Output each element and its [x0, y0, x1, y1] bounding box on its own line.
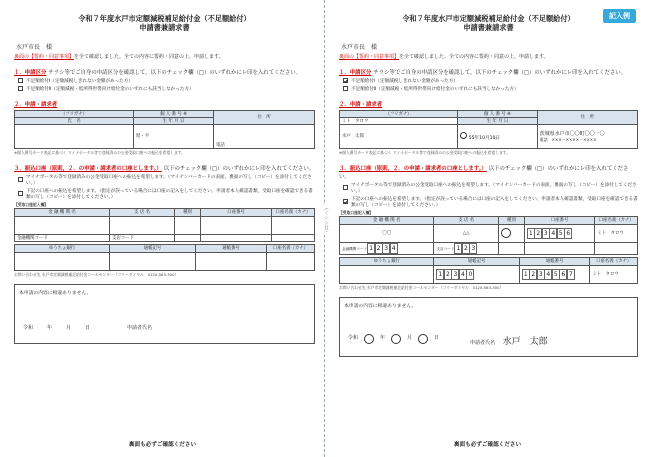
digit-box: 1 [436, 269, 444, 280]
sample-title-line1: 令和７年度水戸市定額減税補足給付金（不足額給付） [402, 14, 575, 23]
section3-heading [14, 164, 315, 172]
call-note: お問い合わせ先 水戸市定額減税補足給付金コールセンター（フリーダイヤル 0120-563-300） [14, 271, 179, 277]
sample-bank-name-label: 金 融 機 関 名 [340, 216, 434, 224]
digit-box: 1 [367, 243, 375, 254]
consult-box [14, 284, 315, 344]
sample-account-label: 口座番号 [524, 216, 595, 224]
checkbox-icon [343, 185, 348, 190]
symbol-field[interactable] [110, 252, 196, 270]
sample-option3b-label: 下記の口座への振込を希望します。（指定が誤っている場合には口座の記入をしてください。申請者本人確認書類，受取口座を確認できる書類の写し（コピー）を添付してください。） [351, 196, 638, 208]
sample-reiwa-label: 令和 [348, 334, 359, 341]
bank-section-label: 【受取口座記入欄】 [14, 201, 49, 207]
name-label: 氏 名 [15, 117, 134, 124]
branch-code-label: 支店コード [110, 234, 175, 241]
sample-furigana: ミト タロウ [340, 117, 458, 124]
digit-box: 5 [552, 269, 560, 280]
option3b-label: 下記の口座への振込を希望します。（指定が誤っている場合には口座の記入をしてください。申請者本人確認書類，受取口座を確認できる書類の写し（コピー）を添付してください。） [26, 188, 313, 200]
sample-title-line2: 申請書兼請求書 [463, 23, 514, 33]
sample-bank-code-label: 金融機関コード [342, 246, 368, 251]
sample-form [325, 0, 650, 457]
form-title-line1: 令和７年度水戸市定額減税補足給付金（不足額給付） [78, 14, 251, 23]
branch-field[interactable] [110, 216, 175, 234]
consent-line [14, 53, 315, 60]
yucho-label: ゆうちょ銀行 [15, 244, 110, 252]
sample-address-label: 住 所 [537, 110, 637, 124]
address-field[interactable] [214, 124, 315, 148]
sample-section3-text: 以下のチェック欄（□）のいずれかにレ印を入れてください。 [339, 165, 629, 180]
bank-name-label: 金 融 機 関 名 [15, 208, 110, 216]
sample-id-note: ※個人番号カード表記に基づく マイナポータル等で登録済みの公金受取口座への振込を希望します。 [339, 149, 511, 155]
perforation-label: （ミシン目） [318, 205, 330, 235]
sample-section2-num: ２．申請・請求者 [339, 101, 383, 108]
year-label: 年 [47, 324, 53, 331]
sample-number [519, 265, 590, 283]
number-field[interactable] [196, 252, 267, 270]
phone-label: 電話 [216, 142, 225, 148]
sample-branch-name: △△ [434, 224, 499, 242]
sample-option3a-label: マイナポータル等で登録済みの公金受取口座への振込を希望します。（マイナンバーカードの表面，裏面の写し（コピー）を添付してください。） [351, 182, 637, 194]
sample-option1a [343, 78, 638, 84]
digit-box: 6 [564, 228, 572, 239]
sample-pn-label: 個 人 番 号 ※ [458, 110, 537, 117]
section2-heading [14, 100, 315, 108]
sample-call-note: お問い合わせ先 水戸市定額減税補足給付金コールセンター（フリーダイヤル 0120-563-300） [339, 284, 504, 290]
birth-field[interactable] [134, 124, 214, 148]
checked-icon [343, 78, 348, 83]
option1b-label: 不足額給付Ⅱ（定額減税・低所得世帯向け給付金のいずれにも該当しなかった方） [26, 86, 194, 92]
sample-signer-label: 申請者氏名 [470, 339, 496, 346]
digit-box: 3 [537, 269, 545, 280]
sample-type-label: 種別 [498, 216, 524, 224]
sample-section3 [339, 164, 638, 180]
holder-label: 口座名義（カナ） [272, 208, 315, 216]
checkbox-icon[interactable] [18, 78, 23, 83]
section2-num: ２．申請・請求者 [14, 101, 58, 108]
passbook-number-label: 通帳番号 [196, 244, 267, 252]
sample-addressee: 水戸市長 様 [341, 43, 378, 51]
section3-text: 以下のチェック欄（□）のいずれかにレ印を入れてください。 [163, 165, 315, 172]
digit-box: 3 [469, 243, 477, 254]
sample-bank-code-cell [340, 242, 434, 254]
branch-label: 支 店 名 [110, 208, 175, 216]
passbook-symbol-label: 通帳記号 [110, 244, 196, 252]
section1-heading [14, 68, 315, 76]
option1b[interactable] [18, 86, 315, 92]
section3-num: ３．振込口座（原則，２．の申請・請求者の口座とします。） [14, 165, 162, 172]
sample-badge: 記入例 [603, 9, 636, 23]
checkbox-icon[interactable] [18, 191, 23, 196]
sample-address-cell [537, 124, 637, 148]
yucho-table [14, 244, 315, 271]
consult-label: 本申請の内容に相違ありません。 [19, 290, 92, 296]
bank-code-label: 金融機関コード [15, 234, 110, 241]
type-field[interactable] [175, 216, 201, 234]
sample-symbol-label: 通帳記号 [434, 257, 519, 265]
consent-rest: を全て確認しました。全ての内容に誓約・同意の上、申請します。 [74, 53, 224, 60]
digit-box: 0 [466, 269, 474, 280]
sample-applicant-table [339, 110, 638, 149]
sample-date-row [348, 334, 439, 344]
option3a[interactable] [18, 174, 315, 186]
sample-yucho-holder-label: 口座名義（カナ） [590, 257, 638, 265]
digit-box: 2 [462, 243, 470, 254]
month-circle-icon [391, 334, 401, 344]
type-label: 種別 [175, 208, 201, 216]
day-label: 日 [85, 324, 91, 331]
sample-option1b-label: 不足額給付Ⅱ（定額減税・低所得世帯向け給付金のいずれにも該当しなかった方） [351, 86, 519, 92]
option3b[interactable] [18, 188, 315, 200]
checkbox-icon[interactable] [18, 177, 23, 182]
sample-option3b [343, 196, 638, 208]
digit-box: 4 [459, 269, 467, 280]
account-field[interactable] [201, 216, 272, 234]
digit-box: 1 [527, 228, 535, 239]
addressee: 水戸市長 様 [16, 43, 53, 51]
consent-highlight: 裏面の【誓約・同意事項】 [14, 53, 75, 60]
digit-box: 2 [375, 243, 383, 254]
name-field[interactable] [15, 124, 134, 148]
id-note: ※個人番号カード表記に基づく マイナポータル等で登録済みの公金受取口座への振込を希望します。 [14, 149, 186, 155]
sample-holder-label: 口座名義（カナ） [595, 216, 638, 224]
section1-num: １．申請区分 [14, 69, 47, 76]
sample-signer-row [470, 334, 548, 347]
sample-yucho-holder: ミト タロウ [590, 265, 638, 283]
option1a[interactable] [18, 78, 315, 84]
checkbox-icon [343, 86, 348, 91]
digit-box: 7 [567, 269, 575, 280]
sample-holder: ミト タロウ [595, 224, 638, 242]
digit-box: 4 [549, 228, 557, 239]
sample-consent-rest: を全て確認しました。全ての内容に誓約・同意の上、申請します。 [399, 53, 549, 60]
checkbox-icon[interactable] [18, 86, 23, 91]
applicant-table [14, 110, 315, 149]
sample-symbol [434, 265, 519, 283]
sample-birth [458, 124, 537, 148]
digit-box: 5 [557, 228, 565, 239]
address-label: 住 所 [214, 110, 315, 124]
era-circle-icon [460, 132, 467, 139]
sample-birth-label: 生 年 月 日 [458, 117, 537, 124]
sample-phone: 電話 ×××－××××－×××× [539, 136, 597, 142]
checked-icon [343, 199, 348, 204]
sample-option1b [343, 86, 638, 92]
sample-option1a-label: 不足額給付Ⅰ（定額減税しきれない金額があった方） [351, 78, 458, 84]
sample-yucho-table [339, 257, 638, 284]
year-circle-icon [364, 334, 374, 344]
sample-account [524, 224, 595, 242]
digit-box: 4 [390, 243, 398, 254]
furigana-label: （フリガナ） [15, 110, 134, 117]
sample-section2 [339, 100, 638, 108]
digit-box: 1 [454, 243, 462, 254]
sample-footer-note: 裏面も必ずご確認ください [453, 442, 522, 448]
bank-table [14, 208, 315, 242]
sample-address: 茨城県水戸市〇〇町〇〇一〇 [539, 130, 605, 137]
sample-consent [339, 53, 638, 60]
sample-section3-num: ３．振込口座（原則，２．の申請・請求者の口座とします。） [339, 165, 487, 172]
date-row[interactable] [23, 324, 90, 331]
personal-number-label: 個 人 番 号 ※ [134, 110, 214, 117]
sample-birth-value: 55年10月10日 [468, 135, 501, 141]
digit-box: 4 [544, 269, 552, 280]
sample-furigana-label: （フリガナ） [340, 110, 458, 117]
sample-section1 [339, 68, 638, 76]
birthdate-label: 生 年 月 日 [134, 117, 214, 124]
month-label: 月 [66, 324, 72, 331]
signer-label: 申請者氏名 [127, 324, 153, 331]
sample-branch-code-label: 支店コード [436, 246, 455, 251]
option3a-label: マイナポータル等で登録済みの公金受取口座への振込を希望します。（マイナンバーカードの表面，裏面の写し（コピー）を添付してください。） [26, 174, 312, 186]
sample-bank-section-label: 【受取口座記入欄】 [339, 209, 374, 215]
digit-box: 3 [451, 269, 459, 280]
sample-branch-code-cell [434, 242, 499, 254]
day-circle-icon [418, 334, 428, 344]
sample-section1-text: チラシ等でご自身の申請区分を確認して，以下のチェック欄（□）のいずれかにレ印を入れてください。 [373, 69, 627, 76]
sample-branch-label: 支 店 名 [434, 216, 499, 224]
digit-box: 6 [559, 269, 567, 280]
footer-note: 裏面も必ずご確認ください [128, 442, 197, 448]
sample-section1-num: １．申請区分 [339, 69, 372, 76]
sample-consult-box [339, 297, 638, 357]
yucho-holder-label: 口座名義（カナ） [267, 244, 315, 252]
era-label: 昭・平 [136, 134, 150, 140]
sample-signer: 水戸 太郎 [502, 336, 548, 347]
digit-box: 3 [542, 228, 550, 239]
reiwa-label: 令和 [23, 324, 34, 331]
digit-box: 2 [444, 269, 452, 280]
sample-option3a [343, 182, 638, 194]
sample-type [498, 224, 524, 242]
yucho-holder-field[interactable] [267, 252, 315, 270]
digit-box: 1 [522, 269, 530, 280]
option1a-label: 不足額給付Ⅰ（定額減税しきれない金額があった方） [26, 78, 133, 84]
form-title-line2: 申請書兼請求書 [139, 23, 190, 33]
sample-bank-table [339, 216, 638, 255]
sample-name: 水戸 太郎 [340, 124, 458, 148]
sample-number-label: 通帳番号 [519, 257, 590, 265]
bank-name-field[interactable] [15, 216, 110, 234]
section1-text: チラシ等でご自身の申請区分を確認して，以下のチェック欄（□）のいずれかにレ印を入れてください。 [48, 69, 302, 76]
digit-box: 2 [534, 228, 542, 239]
sample-year-label: 年 [380, 334, 386, 341]
sample-consent-highlight: 裏面の【誓約・同意事項】 [339, 53, 400, 60]
type-circle-icon [501, 228, 511, 238]
sample-bank-name: 〇〇 [340, 224, 434, 242]
sample-month-label: 月 [407, 334, 413, 341]
sample-yucho-label: ゆうちょ銀行 [340, 257, 434, 265]
digit-box: 2 [529, 269, 537, 280]
sample-consult-label: 本申請の内容に相違ありません。 [344, 303, 417, 309]
account-no-label: 口座番号 [201, 208, 272, 216]
digit-box: 3 [382, 243, 390, 254]
sample-day-label: 日 [434, 334, 440, 341]
holder-field[interactable] [272, 216, 315, 234]
